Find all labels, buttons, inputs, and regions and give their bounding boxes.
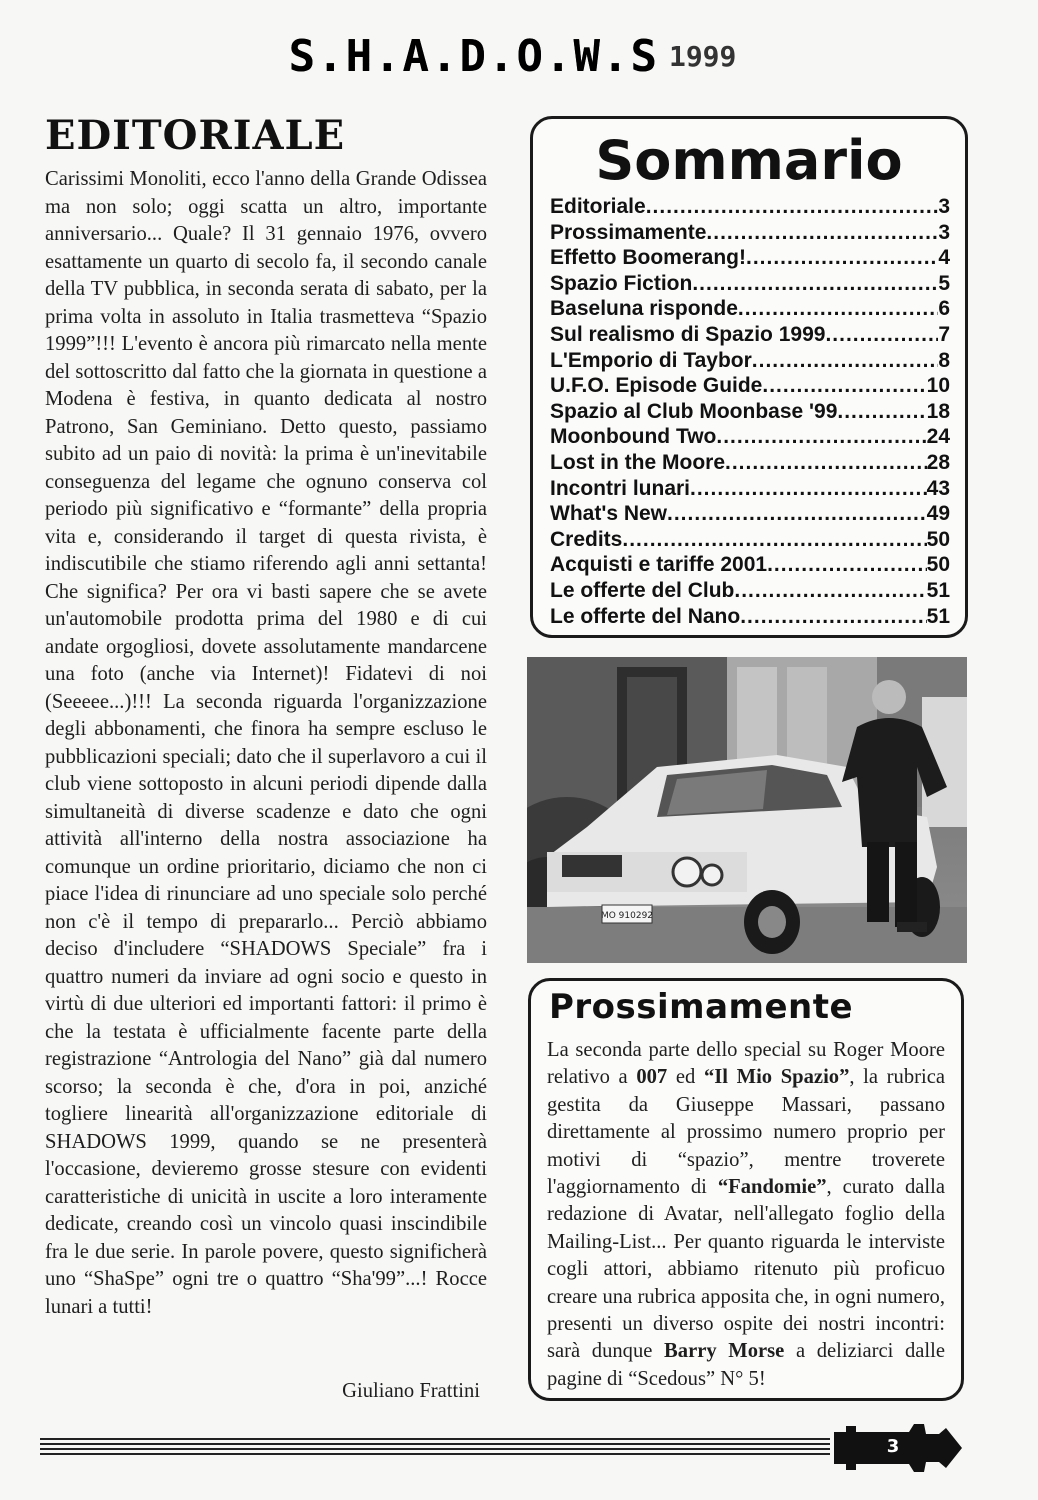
toc-item[interactable]: L'Emporio di Taybor ..... 8 xyxy=(550,348,950,374)
toc-item[interactable]: Spazio Fiction ..... 5 xyxy=(550,271,950,297)
toc-item[interactable]: Le offerte del Club ..... 51 xyxy=(550,578,950,604)
toc-item[interactable]: Editoriale ..... 3 xyxy=(550,194,950,220)
upcoming-box xyxy=(528,978,964,1401)
toc-item[interactable]: Lost in the Moore ..... 28 xyxy=(550,450,950,476)
toc-item[interactable]: Baseluna risponde ..... 6 xyxy=(550,296,950,322)
toc-title: Sommario xyxy=(595,129,903,192)
masthead xyxy=(288,30,737,82)
upcoming-body: La seconda parte dello special su Roger Moore relativo a 007 ed “Il Mio Spazio”, la rubrica gestita da Giuseppe Massari, passano direttamente al prossimo numero proprio per motivi di “spazio”, mentre troverete l'aggiornamento di “Fandomie”, curato dalla redazione di Avatar, nell'allegato foglio della Mailing-List... Per quanto riguarda le interviste cogli attori, abbiamo ritenuto più proficuo creare una rubrica apposita che, in ogni numero, presenti un diverso ospite dei nostri incontri: sarà dunque Barry Morse a deliziarci dalle pagine di “Scedous” N° 5! xyxy=(547,1039,945,1390)
masthead-logo: S.H.A.D.O.W.S xyxy=(288,30,659,82)
editorial-title: EDITORIALE xyxy=(45,112,346,159)
editorial-signature: Giuliano Frattini xyxy=(342,1380,480,1402)
toc-item[interactable]: Acquisti e tariffe 2001 ..... 50 xyxy=(550,552,950,578)
toc-item[interactable]: Moonbound Two ..... 24 xyxy=(550,424,950,450)
footer-rule xyxy=(40,1438,830,1462)
toc-item[interactable]: U.F.O. Episode Guide ..... 10 xyxy=(550,373,950,399)
toc-item[interactable]: Le offerte del Nano ..... 51 xyxy=(550,604,950,630)
toc-item[interactable]: Spazio al Club Moonbase '99 ..... 18 xyxy=(550,399,950,425)
toc-item[interactable]: Prossimamente ..... 3 xyxy=(550,220,950,246)
editorial-body: Carissimi Monoliti, ecco l'anno della Grande Odissea ma non solo; oggi scatta un altro, importante anniversario... Quale? Il 31 gennaio 1976, ovvero esattamente un quarto di secolo fa, il secondo canale della TV pubblica, in seconda serata di sabato, per la prima volta in assoluto in Italia trasmetteva “Spazio 1999”!!! L'evento è ancora più rimarcato nella mente del sottoscritto dal fatto che la giornata in questione a Modena è festiva, in quanto dedicata al nostro Patrono, San Geminiano. Detto questo, passiamo subito ad un paio di novità: la prima è un'inevitabile conseguenza del legame che ognuno conserva col periodo più significativo e “formante” della propria vita e, considerando il target di questa rivista, è indiscutibile che stiamo riferendo agli anni settanta! Che significa? Per ora vi basti sapere che se avete un'automobile prodotta prima del 1980 e di cui andate orgogliosi, dovete assolutamente mandarcene una foto (anche via Internet)! Fidatevi di noi (Seeeee...)!!! La seconda riguarda l'organizzazione degli abbonamenti, che finora ha sempre escluso le pubblicazioni speciali; dato che il superlavoro a cui il club viene sottoposto in alcuni periodi dipende dalla simultaneità di diverse scadenze e dato che ogni attività all'interno della nostra associazione ha comunque un ordine prioritario, diciamo che non ci piace l'idea di rinunciare ad uno speciale solo perché non c'è il tempo di prepararlo... Perciò abbiamo deciso d'includere “SHADOWS Speciale” fra i quattro numeri da inviare ad ogni socio e questo in virtù di due ulteriori ed importanti fattori: il primo è che la testata è ufficialmente facente parte della registrazione “Antrologia del Nano” già dal numero scorso; la seconda è che, d'ora in poi, anziché togliere linearità all'organizzazione editoriale di SHADOWS 1999, quando se ne presenterà l'occasione, devieremo grosse stesure con evidenti caratteristiche di unicità in uscite a loro interamente dedicate, creando così un vincolo quasi inscindibile fra le due serie. In parole povere, questo significherà uno “ShaSpe” ogni tre o quattro “Sha'99”...! Rocce lunari a tutti! xyxy=(45,168,487,1318)
toc-item[interactable]: Credits ..... 50 xyxy=(550,527,950,553)
toc-item[interactable]: What's New ..... 49 xyxy=(550,501,950,527)
license-plate: MO 910292 xyxy=(600,911,654,921)
toc-item[interactable]: Effetto Boomerang! ..... 4 xyxy=(550,245,950,271)
toc-list xyxy=(550,194,950,629)
photo-illustration xyxy=(527,657,967,963)
table-of-contents-box xyxy=(530,116,968,638)
masthead-year: 1999 xyxy=(668,39,737,73)
photo-man-with-car xyxy=(527,657,967,963)
upcoming-title: Prossimamente xyxy=(549,987,854,1027)
page-number: 3 xyxy=(886,1436,900,1457)
toc-item[interactable]: Sul realismo di Spazio 1999 ..... 7 xyxy=(550,322,950,348)
toc-item[interactable]: Incontri lunari ..... 43 xyxy=(550,476,950,502)
